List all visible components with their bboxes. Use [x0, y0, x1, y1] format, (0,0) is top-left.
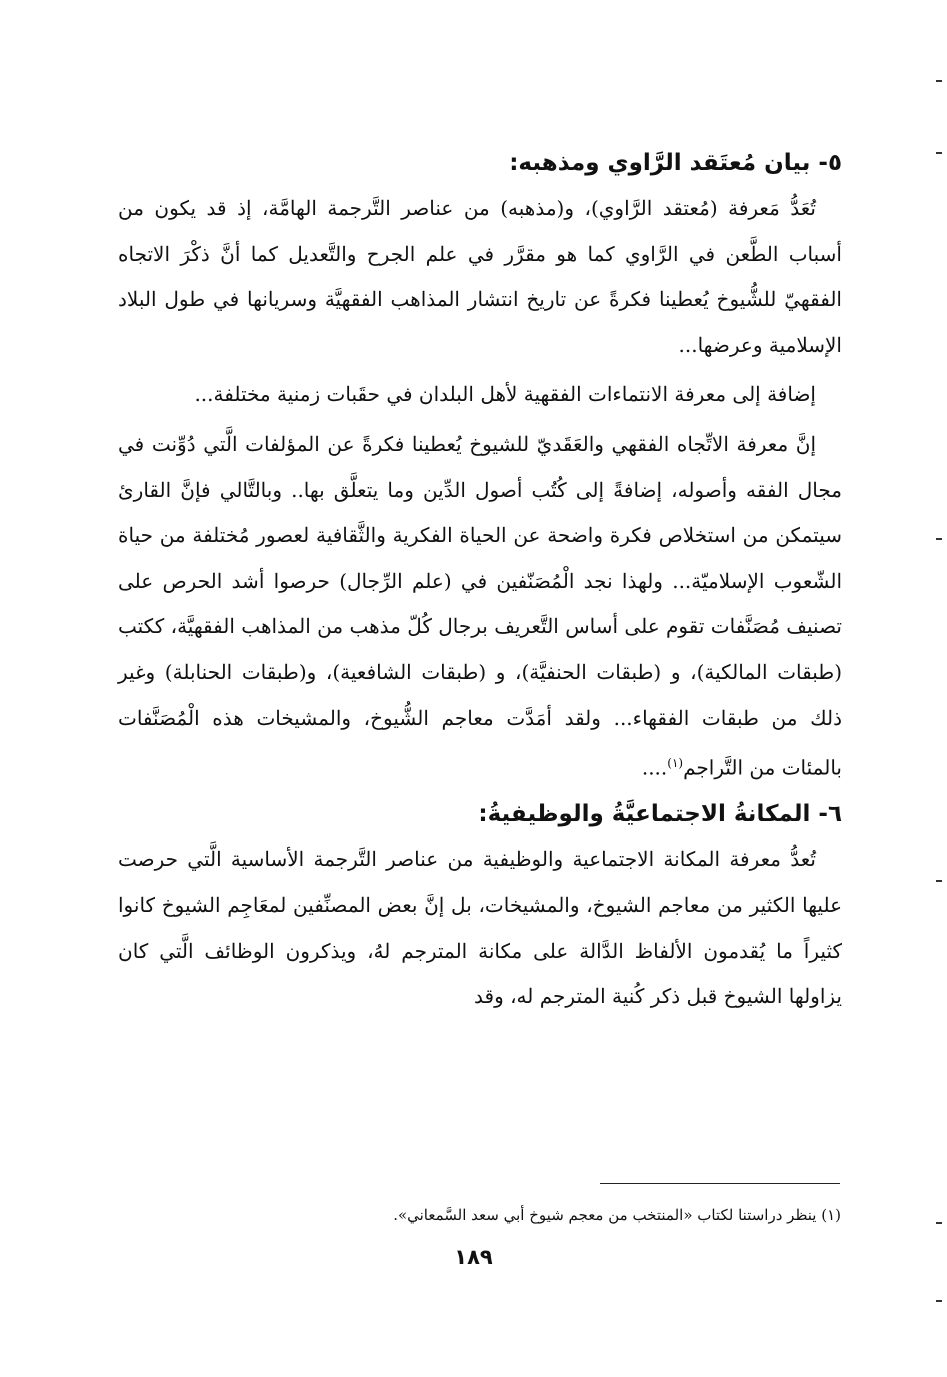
footnote-reference: (١) [667, 756, 684, 771]
footnote: (١) ينظر دراستنا لكتاب «المنتخب من معجم شيوخ أبي سعد السَّمعاني». [393, 1206, 841, 1224]
section-5-paragraph-2: إضافة إلى معرفة الانتماءات الفقهية لأهل البلدان في حقَبات زمنية مختلفة... [194, 382, 816, 407]
section-6-paragraph-1: تُعدُّ معرفة المكانة الاجتماعية والوظيفية من عناصر التَّرجمة الأساسية الَّتي حرصت عليها الكثير من معاجم الشيوخ، والمشيخات، بل إنَّ بعض المصنِّفين لمعَاجِم الشيوخ كانوا كثيراً ما يُقدمون الألفاظ الدَّالة على مكانة المترجم لهُ، ويذكرون الوظائف الَّتي كان يزاولها الشيوخ قبل ذكر كُنية المترجم له، وقد [118, 847, 842, 1009]
scan-edge-mark [936, 880, 942, 882]
page-number: ١٨٩ [454, 1245, 493, 1269]
page-body [118, 140, 842, 1020]
section-5-paragraph-3-text: إنَّ معرفة الاتِّجاه الفقهي والعَقَديّ للشيوخ يُعطينا فكرةً عن المؤلفات الَّتي دُوِّنت في مجال الفقه وأصوله، إضافةً إلى كُتُب أصول الدِّين وما يتعلَّق بها.. وبالتَّالي فإنَّ القارئ سيتمكن من استخلاص فكرة واضحة عن الحياة الفكرية والثَّقافية لعصور مُختلفة من حياة الشّعوب الإسلاميّة... ولهذا نجد الْمُصَنّفين في (علم الرِّجال) حرصوا أشد الحرص على تصنيف مُصَنَّفات تقوم على أساس التَّعريف برجال كُلّ مذهب من المذاهب الفقهيَّة، ككتب (طبقات المالكية)، و (طبقات الحنفيَّة)، و (طبقات الشافعية)، و(طبقات الحنابلة) وغير ذلك من طبقات الفقهاء... ولقد أمَدَّت معاجم الشُّيوخ، والمشيخات هذه الْمُصَنَّفات بالمئات من التَّراجم [118, 431, 842, 780]
section-5-paragraph-3 [118, 422, 842, 791]
scan-edge-mark [936, 538, 942, 540]
section-5-paragraph-3-ellipsis: .... [641, 755, 668, 780]
scan-edge-mark [936, 1222, 942, 1224]
scan-edge-mark [936, 80, 942, 82]
section-5-heading: ٥- بيان مُعتَقد الرَّاوي ومذهبه: [509, 150, 842, 176]
scan-edge-mark [936, 1300, 942, 1302]
footnote-separator [600, 1183, 840, 1184]
section-5-paragraph-1: تُعَدُّ مَعرفة (مُعتقد الرَّاوي)، و(مذهبه) من عناصر التَّرجمة الهامَّة، إذ قد يكون من أسباب الطَّعن في الرَّاوي كما هو مقرَّر في علم الجرح والتَّعديل كما أنَّ ذكْرَ الاتجاه الفقهيّ للشُّيوخ يُعطينا فكرةً عن تاريخ انتشار المذاهب الفقهيَّة وسريانها في طول البلاد الإسلامية وعرضها... [118, 196, 842, 357]
scan-edge-mark [936, 152, 942, 154]
section-6-heading: ٦- المكانةُ الاجتماعيَّةُ والوظيفيةُ: [478, 801, 842, 828]
